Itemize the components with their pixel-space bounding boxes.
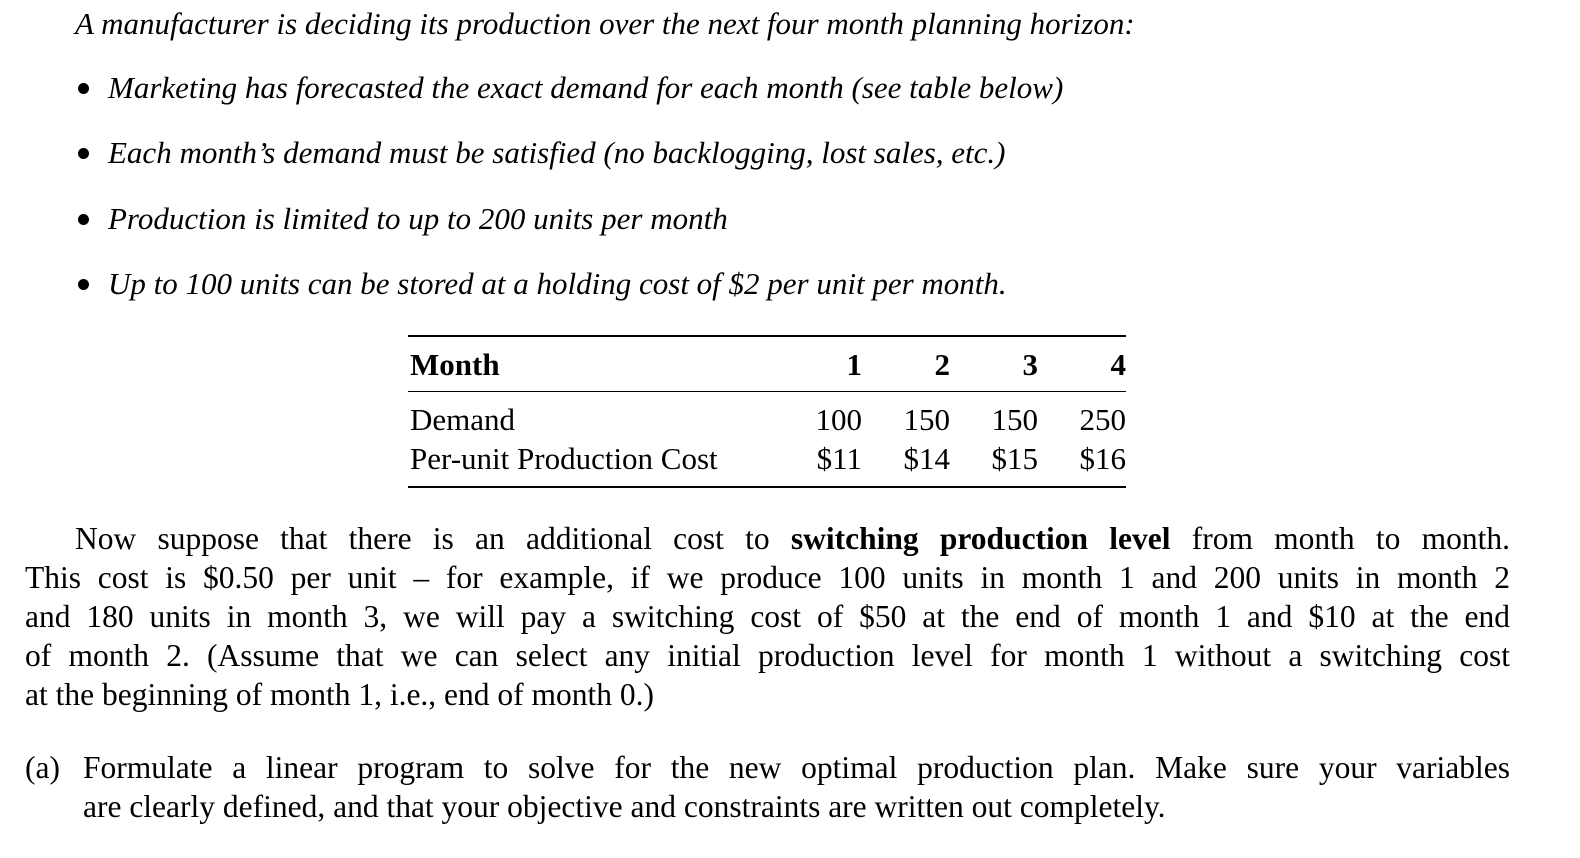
table-row-label: Per-unit Production Cost bbox=[410, 441, 718, 476]
part-a-label: (a) bbox=[25, 750, 60, 785]
part-a-line: Formulate a linear program to solve for the new optimal production plan. Make sure your variables bbox=[83, 750, 1510, 785]
table-cell: $14 bbox=[903, 441, 950, 476]
table-cell: $16 bbox=[1079, 441, 1126, 476]
bullet-text: Production is limited to up to 200 units per month bbox=[108, 201, 728, 236]
bullet-icon bbox=[78, 214, 89, 225]
emphasis-text: switching production level bbox=[790, 521, 1171, 556]
table-bottom-rule bbox=[408, 486, 1126, 488]
table-cell: 100 bbox=[815, 402, 862, 437]
table-top-rule bbox=[408, 335, 1126, 337]
table-header-month: 1 bbox=[846, 347, 862, 382]
bullet-text: Up to 100 units can be stored at a holding cost of $2 per unit per month. bbox=[108, 266, 1007, 301]
bullet-text: Marketing has forecasted the exact demand for each month (see table below) bbox=[108, 70, 1064, 105]
paragraph-line: of month 2. (Assume that we can select any initial production level for month 1 without a switching cost bbox=[25, 638, 1510, 673]
bullet-text: Each month’s demand must be satisfied (no backlogging, lost sales, etc.) bbox=[108, 135, 1006, 170]
table-row-label: Demand bbox=[410, 402, 516, 437]
paragraph-line: Now suppose that there is an additional cost to switching production level from month to month. bbox=[75, 521, 1510, 556]
part-a-line: are clearly defined, and that your objective and constraints are written out completely. bbox=[83, 789, 1166, 824]
paragraph-line: This cost is $0.50 per unit – for example, if we produce 100 units in month 1 and 200 units in month 2 bbox=[25, 560, 1510, 595]
table-cell: $15 bbox=[991, 441, 1038, 476]
table-header-month: 4 bbox=[1110, 347, 1126, 382]
table-cell: $11 bbox=[816, 441, 862, 476]
bullet-icon bbox=[78, 83, 89, 94]
intro-text: A manufacturer is deciding its production over the next four month planning horizon: bbox=[75, 6, 1135, 41]
table-cell: 250 bbox=[1079, 402, 1126, 437]
table-mid-rule bbox=[408, 391, 1126, 392]
table-header-month: 3 bbox=[1022, 347, 1038, 382]
demand-cost-table bbox=[408, 335, 1126, 489]
paragraph-line: and 180 units in month 3, we will pay a switching cost of $50 at the end of month 1 and $10 at the end bbox=[25, 599, 1510, 634]
bullet-icon bbox=[78, 148, 89, 159]
table-cell: 150 bbox=[991, 402, 1038, 437]
bullet-icon bbox=[78, 279, 89, 290]
paragraph-line: at the beginning of month 1, i.e., end of month 0.) bbox=[25, 677, 655, 712]
table-cell: 150 bbox=[903, 402, 950, 437]
table-header-month: 2 bbox=[934, 347, 950, 382]
table-header-label: Month bbox=[410, 347, 500, 382]
